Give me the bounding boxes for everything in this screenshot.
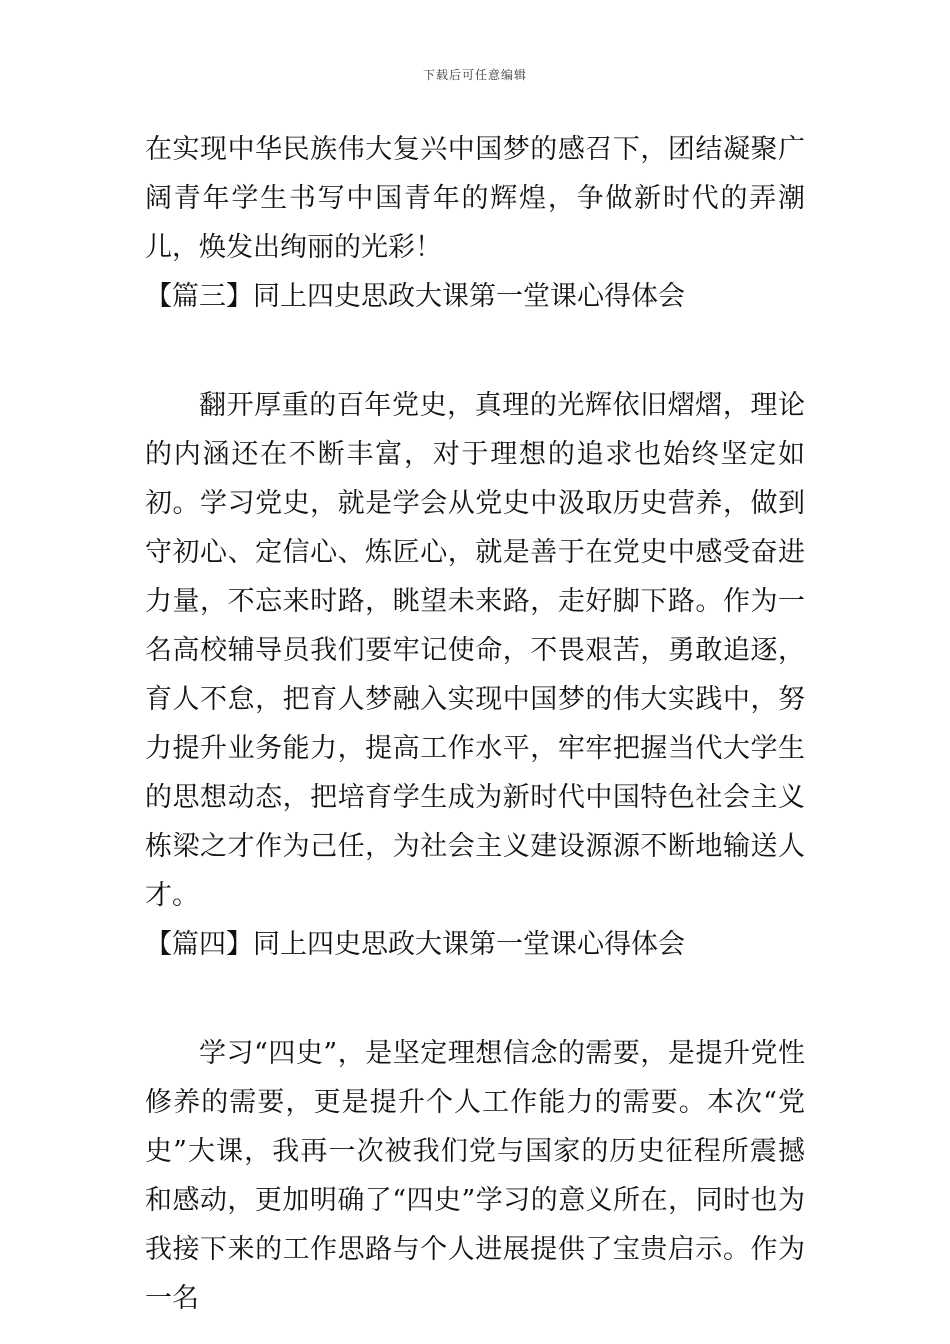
document-body xyxy=(145,125,805,1323)
paragraph-section-4: 学习“四史”，是坚定理想信念的需要，是提升党性修养的需要，更是提升个人工作能力的需要。本次“党史”大课，我再一次被我们党与国家的历史征程所震撼和感动，更加明确了“四史”学习的意义所在，同时也为我接下来的工作思路与个人进展提供了宝贵启示。作为一名 xyxy=(145,1038,805,1314)
section-heading-4: 【篇四】同上四史思政大课第一堂课心得体会 xyxy=(145,929,685,960)
paragraph-section-3: 翻开厚重的百年党史，真理的光辉依旧熠熠，理论的内涵还在不断丰富，对于理想的追求也始终坚定如初。学习党史，就是学会从党史中汲取历史营养，做到守初心、定信心、炼匠心，就是善于在党史中感受奋进力量，不忘来时路，眺望未来路，走好脚下路。作为一名高校辅导员我们要牢记使命，不畏艰苦，勇敢追逐，育人不怠，把育人梦融入实现中国梦的伟大实践中，努力提升业务能力，提高工作水平，牢牢把握当代大学生的思想动态，把培育学生成为新时代中国特色社会主义栋梁之才作为己任，为社会主义建设源源不断地输送人才。 xyxy=(145,390,805,911)
section-heading-3: 【篇三】同上四史思政大课第一堂课心得体会 xyxy=(145,281,685,312)
spacer xyxy=(145,321,805,381)
spacer xyxy=(145,969,805,1029)
paragraph-top: 在实现中华民族伟大复兴中国梦的感召下，团结凝聚广阔青年学生书写中国青年的辉煌，争做新时代的弄潮儿，焕发出绚丽的光彩！ xyxy=(145,134,805,263)
header-note: 下载后可任意编辑 xyxy=(422,68,527,82)
